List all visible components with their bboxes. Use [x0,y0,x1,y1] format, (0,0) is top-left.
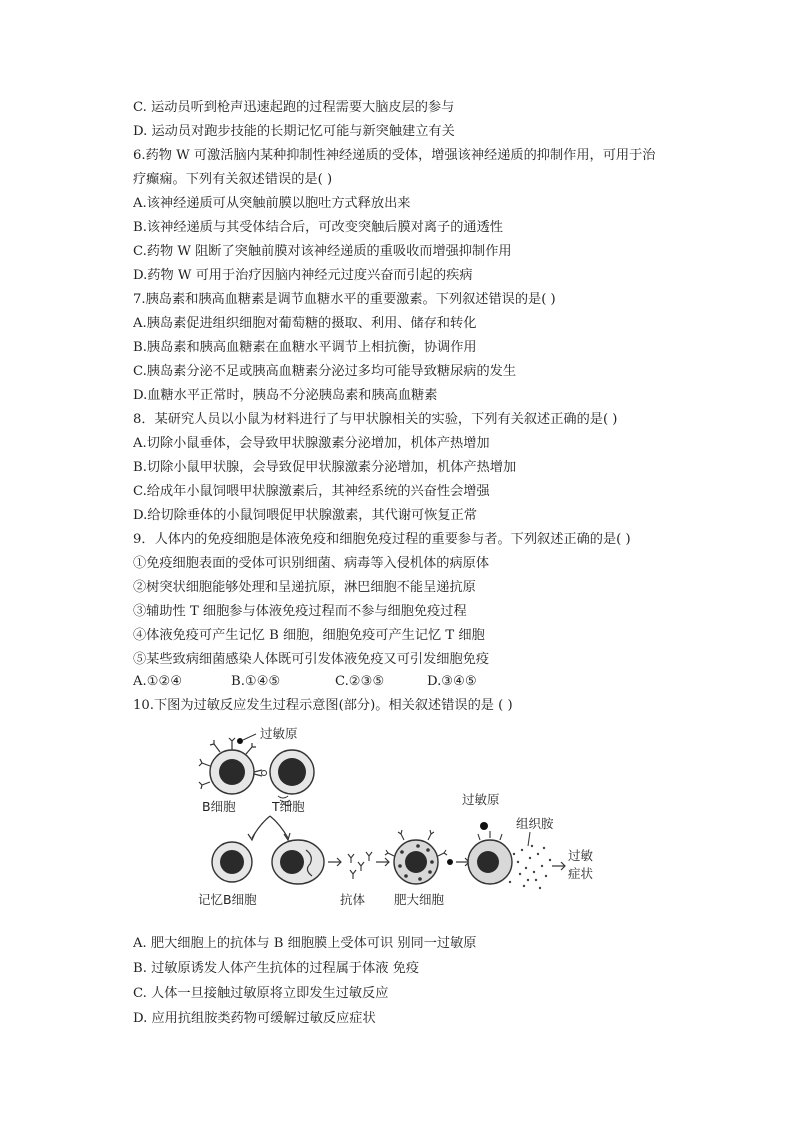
question-9-stem: 9．人体内的免疫细胞是体液免疫和细胞免疫过程的重要参与者。下列叙述正确的是( ) [133,532,631,547]
allergen-dot-icon [237,738,243,744]
label-mast-cell: 肥大细胞 [394,892,445,907]
statement-line: ③辅助性 T 细胞参与体液免疫过程而不参与细胞免疫过程 [133,604,467,619]
label-histamine: 组织胺 [516,816,554,831]
option-line: D.血糖水平正常时，胰岛不分泌胰岛素和胰高血糖素 [133,388,438,403]
mast-cell-icon [385,830,447,884]
option-line: B.该神经递质与其受体结合后，可改变突触后膜对离子的通透性 [133,220,503,235]
degranulating-mast-cell-icon [468,831,551,889]
option-line: C. 人体一旦接触过敏原将立即发生过敏反应 [133,986,389,1001]
question-6-stem: 6.药物 W 可激活脑内某种抑制性神经递质的受体，增强该神经递质的抑制作用，可用于治 [133,148,656,163]
option-line: C.给成年小鼠饲喂甲状腺激素后，其神经系统的兴奋性会增强 [133,484,490,499]
option-line: A.切除小鼠垂体，会导致甲状腺激素分泌增加，机体产热增加 [133,436,490,451]
label-allergen-top: 过敏原 [260,726,298,741]
option-c: C.②③⑤ [335,674,385,689]
option-line: C.胰岛素分泌不足或胰高血糖素分泌过多均可能导致糖尿病的发生 [133,364,517,379]
label-memory-b-cell: 记忆B细胞 [198,892,257,907]
label-antibody: 抗体 [340,892,366,907]
option-line: A. 肥大细胞上的抗体与 B 细胞膜上受体可识 别同一过敏原 [133,936,477,951]
question-7-stem: 7.胰岛素和胰高血糖素是调节血糖水平的重要激素。下列叙述错误的是( ) [133,292,556,307]
label-symptom-2: 症状 [568,866,594,881]
label-symptom-1: 过敏 [568,848,594,863]
question-9-options [133,673,477,691]
question-10-stem: 10.下图为过敏反应发生过程示意图(部分)。相关叙述错误的是 ( ) [133,698,513,713]
option-line: D.给切除垂体的小鼠饲喂促甲状腺激素，其代谢可恢复正常 [133,508,477,523]
memory-b-cell-icon [212,842,252,882]
label-t-cell: T细胞 [272,799,305,814]
option-b: B.①④⑤ [231,674,281,689]
option-line: A.胰岛素促进组织细胞对葡萄糖的摄取、利用、储存和转化 [133,316,477,331]
statement-line: ①免疫细胞表面的受体可识别细菌、病毒等入侵机体的病原体 [133,556,490,571]
option-line: A.该神经递质可从突触前膜以胞吐方式释放出来 [133,196,411,211]
option-line: D. 应用抗组胺类药物可缓解过敏反应症状 [133,1011,376,1026]
allergy-process-figure [180,722,620,912]
allergen-dot-icon [480,822,488,830]
option-line: B.切除小鼠甲状腺，会导致促甲状腺激素分泌增加，机体产热增加 [133,460,517,475]
statement-line: ⑤某些致病细菌感染人体既可引发体液免疫又可引发细胞免疫 [133,652,490,667]
question-6-stem-cont: 疗癫痫。下列有关叙述错误的是( ) [133,172,333,187]
question-8-stem: 8．某研究人员以小鼠为材料进行了与甲状腺相关的实验，下列有关叙述正确的是( ) [133,412,618,427]
plasma-cell-icon [272,840,324,884]
antibody-icon [348,852,372,879]
option-a: A.①②④ [133,674,183,689]
option-d: D.③④⑤ [427,674,477,689]
statement-line: ②树突状细胞能够处理和呈递抗原，淋巴细胞不能呈递抗原 [133,580,476,595]
option-line: D.药物 W 可用于治疗因脑内神经元过度兴奋而引起的疾病 [133,268,473,283]
text-line: D. 运动员对跑步技能的长期记忆可能与新突触建立有关 [133,124,455,139]
option-line: C.药物 W 阻断了突触前膜对该神经递质的重吸收而增强抑制作用 [133,244,512,259]
option-line: B. 过敏原诱发人体产生抗体的过程属于体液 免疫 [133,961,420,976]
label-b-cell: B细胞 [202,799,236,814]
option-line: B.胰岛素和胰高血糖素在血糖水平调节上相抗衡，协调作用 [133,340,477,355]
t-cell-icon [270,750,314,794]
label-allergen-right: 过敏原 [462,792,500,807]
text-line: C. 运动员听到枪声迅速起跑的过程需要大脑皮层的参与 [133,100,455,115]
b-cell-icon [199,738,256,794]
statement-line: ④体液免疫可产生记忆 B 细胞，细胞免疫可产生记忆 T 细胞 [133,628,485,643]
